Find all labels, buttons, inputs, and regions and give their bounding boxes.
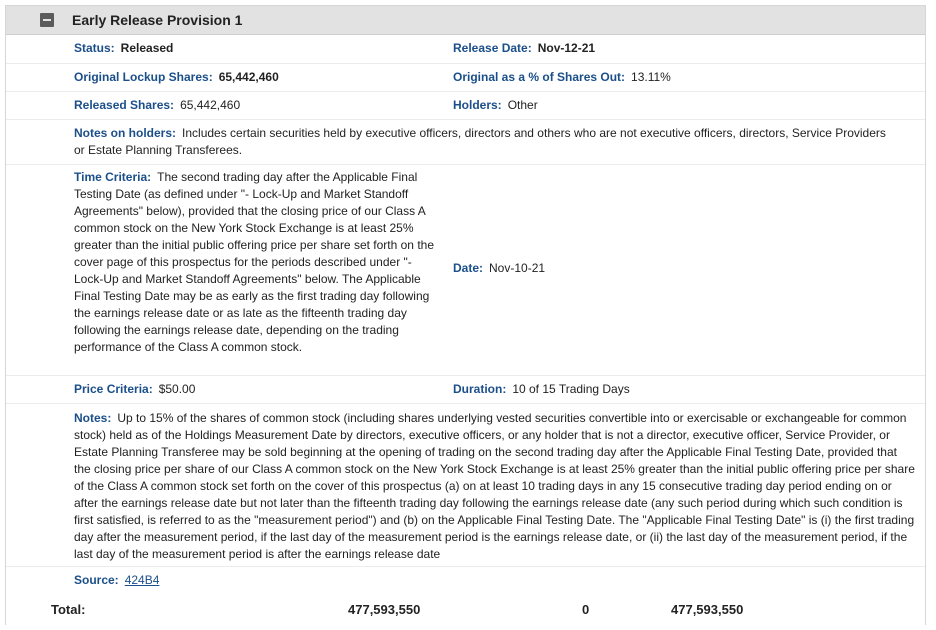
source-label: Source: (74, 573, 119, 587)
total-label: Total: (51, 602, 86, 617)
price-criteria-value: $50.00 (158, 382, 196, 396)
notes-holders-row (6, 119, 925, 165)
release-date-value: Nov-12-21 (537, 41, 596, 55)
total-col3: 477,593,550 (671, 602, 744, 617)
status-value: Released (120, 41, 174, 55)
time-criteria-row (6, 164, 925, 376)
notes-row (6, 403, 925, 567)
totals-row (6, 595, 925, 625)
status-row (6, 35, 925, 64)
orig-lockup-label: Original Lockup Shares: (74, 70, 213, 84)
source-link[interactable]: 424B4 (124, 573, 160, 587)
early-release-panel (5, 5, 926, 625)
duration-label: Duration: (453, 382, 507, 396)
time-criteria-value: The second trading day after the Applicable Final Testing Date (as defined under "- Lock-Up and Market Standoff Agreements" below), provided that the closing price of our Class A common stock on the New York Stock Exchange is at least 25% greater than the initial public offering price per share set forth on the cover page of this prospectus for the periods described under "- Lock-Up and Market Standoff Agreements" below. The Applicable Final Testing Date may be as early as the first trading day following the earnings release date or as late as the fifteenth trading day following the earnings release date, depending on the trading performance of the Class A common stock. (74, 170, 434, 354)
price-criteria-row (6, 375, 925, 404)
orig-pct-value: 13.11% (631, 70, 671, 84)
lockup-row (6, 63, 925, 92)
notes-holders-label: Notes on holders: (74, 126, 177, 140)
orig-pct-label: Original as a % of Shares Out: (453, 70, 626, 84)
collapse-icon[interactable] (40, 13, 54, 27)
provision-header (6, 6, 925, 35)
date-value: Nov-10-21 (489, 261, 546, 275)
release-date-label: Release Date: (453, 41, 532, 55)
total-col2: 0 (582, 602, 590, 617)
source-row (6, 566, 925, 596)
total-col1: 477,593,550 (348, 602, 421, 617)
notes-label: Notes: (74, 411, 112, 425)
provision-title: Early Release Provision 1 (72, 12, 243, 28)
price-criteria-label: Price Criteria: (74, 382, 153, 396)
duration-value: 10 of 15 Trading Days (512, 382, 630, 396)
released-label: Released Shares: (74, 98, 175, 112)
status-label: Status: (74, 41, 115, 55)
notes-value: Up to 15% of the shares of common stock (including shares underlying vested securities convertible into or exercisable or exchangeable for common stock) held as of the Holdings Measurement Date by directors, executive officers, or any holder that is not a director, executive officer, Service Provider, or Estate Planning Transferee may be sold beginning at the opening of trading on the second trading day after the Applicable Final Testing Date, provided that the closing price per share of our Class A common stock on the New York Stock Exchange is at least 25% greater than the initial public offering price per share of the Class A common stock set forth on the cover of this prospectus (a) on at least 10 trading days in any 15 consecutive trading day period ending on or after the earnings release date but not later than the fifteenth trading day following the earnings release date (any such period during which such condition is first satisfied, is referred to as the "measurement period") and (b) on the Applicable Final Testing Date. The "Applicable Final Testing Date" is (i) the first trading day after the measurement period, if the last day of the measurement period is the earnings release date, or (ii) the last day of the measurement period, if the last day of the measurement period is after the earnings release date (74, 411, 915, 561)
time-criteria-label: Time Criteria: (74, 170, 152, 184)
date-label: Date: (453, 261, 484, 275)
notes-holders-value: Includes certain securities held by executive officers, directors and others who are not executive officers, directors, Service Providers or Estate Planning Transferees. (74, 126, 886, 157)
holders-label: Holders: (453, 98, 502, 112)
holders-value: Other (507, 98, 538, 112)
orig-lockup-value: 65,442,460 (218, 70, 279, 84)
released-value: 65,442,460 (180, 98, 241, 112)
released-row (6, 91, 925, 120)
